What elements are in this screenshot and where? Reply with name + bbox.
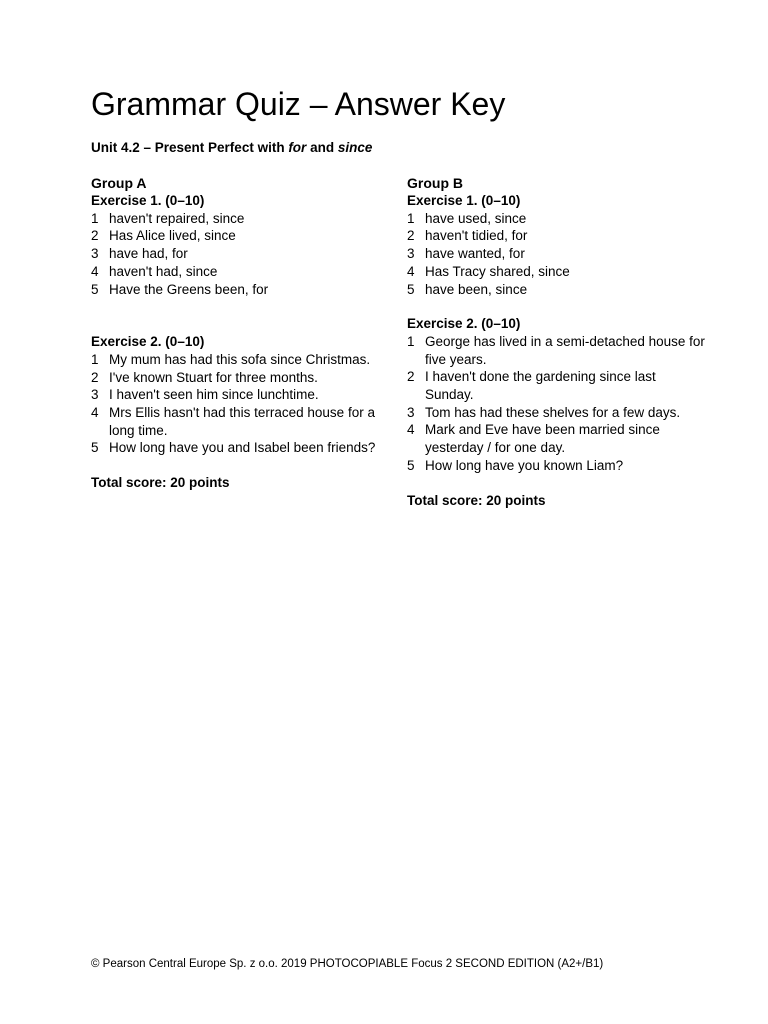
item-number: 3 [91,387,99,403]
group-b-exercise-2-heading: Exercise 2. (0–10) [407,316,521,332]
item-number: 2 [91,369,99,385]
group-a-exercise-1-list [91,210,381,299]
group-b-heading: Group B [407,175,463,191]
group-a-total-score: Total score: 20 points [91,475,230,491]
item-number: 1 [91,210,99,226]
list-item [91,369,381,387]
item-text: haven't repaired, since [109,210,245,226]
item-number: 1 [407,333,415,349]
group-a-exercise-2-heading: Exercise 2. (0–10) [91,334,205,350]
subtitle-for: for [288,140,307,155]
list-item [91,439,381,457]
item-text: Has Tracy shared, since [425,263,570,279]
item-text: George has lived in a semi-detached house for five years. [425,333,705,367]
item-number: 3 [407,246,415,262]
list-item [407,210,707,228]
group-b-total-score: Total score: 20 points [407,492,546,508]
list-item [407,404,707,422]
item-number: 3 [91,246,99,262]
item-text: My mum has had this sofa since Christmas. [109,351,371,367]
item-number: 5 [91,281,99,297]
group-a-exercise-1-heading: Exercise 1. (0–10) [91,193,205,208]
list-item [91,386,381,404]
item-number: 4 [407,422,415,438]
item-text: Tom has had these shelves for a few days. [425,404,681,420]
section-spacer [91,298,381,333]
item-number: 4 [91,263,99,279]
page-title: Grammar Quiz – Answer Key [91,86,506,122]
item-text: I haven't seen him since lunchtime. [109,387,319,403]
item-text: Mrs Ellis hasn't had this terraced house for a long time. [109,405,375,438]
item-number: 2 [407,369,415,385]
list-item [91,245,381,263]
list-item [91,351,381,369]
group-b-exercise-2-list [407,333,707,475]
item-text: How long have you and Isabel been friends? [109,440,376,456]
item-text: have had, for [109,246,188,262]
group-a-exercise-2-list [91,351,381,457]
subtitle-prefix: Unit 4.2 – Present Perfect with [91,140,289,155]
list-item [407,457,707,475]
item-number: 1 [407,210,415,226]
item-text: I haven't done the gardening since last Sunday. [425,369,656,403]
item-number: 3 [407,404,415,420]
list-item [407,227,707,245]
item-number: 1 [91,351,99,367]
group-b-exercise-1-heading: Exercise 1. (0–10) [407,193,521,208]
item-number: 4 [407,263,415,279]
item-text: have wanted, for [425,246,525,262]
item-text: haven't tidied, for [425,228,528,244]
list-item [91,263,381,281]
list-item [91,281,381,299]
item-number: 2 [91,228,99,244]
group-a-heading: Group A [91,175,147,191]
group-a-column [91,174,381,492]
subtitle-and: and [306,140,338,155]
item-text: I've known Stuart for three months. [109,369,318,385]
unit-subtitle [91,139,372,157]
item-text: Mark and Eve have been married since yesterday / for one day. [425,422,660,456]
section-spacer [407,298,707,315]
item-text: Have the Greens been, for [109,281,269,297]
list-item [91,227,381,245]
subtitle-since: since [337,140,373,155]
group-b-exercise-1-list [407,210,707,299]
item-text: How long have you known Liam? [425,457,624,473]
item-text: have used, since [425,210,527,226]
list-item [407,333,707,368]
list-item [407,263,707,281]
item-text: haven't had, since [109,263,218,279]
list-item [407,245,707,263]
item-text: have been, since [425,281,528,297]
item-number: 5 [407,457,415,473]
list-item [91,210,381,228]
group-b-column [407,174,707,509]
item-number: 4 [91,405,99,421]
list-item [407,368,707,403]
list-item [407,421,707,456]
list-item [91,404,381,439]
list-item [407,281,707,299]
copyright-footer: © Pearson Central Europe Sp. z o.o. 2019 PHOTOCOPIABLE Focus 2 SECOND EDITION (A2+/B1) [91,958,604,970]
item-text: Has Alice lived, since [109,228,236,244]
item-number: 5 [407,281,415,297]
item-number: 2 [407,228,415,244]
item-number: 5 [91,440,99,456]
